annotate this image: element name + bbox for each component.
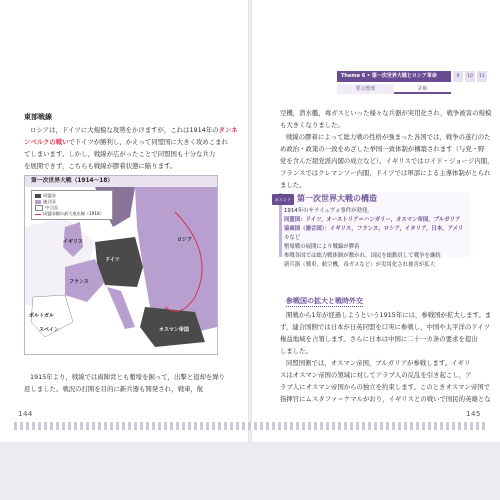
right-para1-line6: フランスではクレマンソー内閣，ドイツでは軍部による主導体制がとられ bbox=[280, 169, 491, 177]
right-para2-line3: 権益地域を占領します。さらに日本は中国に二十一カ条の要求を提出 bbox=[280, 335, 478, 343]
left-para1-line3: てしまいます。しかし，戦線が広がったことで同盟国も十分な兵力 bbox=[24, 150, 216, 158]
theme-num-10[interactable]: 10 bbox=[465, 71, 475, 82]
map-title: 第一次世界大戦（1914〜18） bbox=[25, 176, 217, 187]
box-line-3: 協商国（連合国）：イギリス，フランス，ロシア，イタリア，日本，アメリ bbox=[284, 226, 464, 232]
legend-item-central: 同盟国 bbox=[35, 193, 109, 199]
point-badge: ポイント bbox=[272, 194, 294, 205]
box-line-4: カなど bbox=[284, 235, 301, 241]
right-para2-line5: 同盟国側では，オスマン帝国，ブルガリアが参戦します。イギリ bbox=[286, 359, 471, 367]
left-para1-line4: を展開できず，こちらも戦線が膠着状態に陥ります。 bbox=[24, 162, 177, 170]
theme-numbers bbox=[453, 71, 487, 82]
right-para1-line2: も大きくなりました。 bbox=[280, 121, 344, 129]
label-germany: ドイツ bbox=[105, 257, 120, 263]
tab-detail[interactable]: 詳解 bbox=[394, 84, 451, 94]
right-para2-line7: ラブ人にオスマン帝国からの独立を約束します。このときオスマン帝国で bbox=[280, 383, 490, 391]
ww1-map bbox=[24, 175, 218, 355]
map-legend bbox=[31, 190, 113, 220]
left-para1-line2: ンベルクの戦いでドイツが勝利し，かえって同盟国に大きく攻めこまれ bbox=[24, 138, 228, 146]
box-line-5: 塹壕戦の展開により戦線が膠着 bbox=[284, 244, 360, 250]
legend-item-advance-line: 同盟国側の最大進出線（1918） bbox=[35, 211, 109, 217]
right-para1-line7: ました。 bbox=[280, 181, 306, 189]
theme-bar: Theme 6 • 第一次世界大戦とロシア革命 bbox=[337, 71, 451, 82]
section-heading-eastern-front: 東部戦線 bbox=[24, 113, 52, 121]
right-para2-line2: ず，連合国側では日本が日英同盟を口実に参戦し，中国や太平洋のドイツ bbox=[280, 323, 491, 331]
label-britain: イギリス bbox=[63, 239, 83, 245]
right-para1-line1: 空機，潜水艦，毒ガスといった様々な兵器が実用化され，戦争被害の規模 bbox=[280, 109, 492, 117]
page-edge bbox=[0, 442, 500, 500]
tab-summary[interactable]: 要点整理 bbox=[337, 84, 394, 94]
subtabs bbox=[337, 84, 451, 94]
left-para2-line2: 返しました。戦況の打開を目的に新兵器も開発され，戦車，航 bbox=[24, 385, 204, 393]
box-line-1: 1914年のサライェヴォ事件が勃発。 bbox=[284, 208, 373, 214]
box-line-7: 新兵器（戦車，航空機，毒ガスなど）が実用化され被害が拡大 bbox=[284, 262, 435, 268]
theme-num-9[interactable]: 9 bbox=[453, 71, 463, 82]
left-para2-line1: 1915年より，戦線では両陣営とも塹壕を掘って，出撃と退却を繰り bbox=[30, 373, 226, 381]
book-spine bbox=[248, 0, 252, 442]
right-para2-line8: 指揮官にムスタファ＝ケマルがおり，イギリスとの戦いで国民的英雄とな bbox=[280, 395, 491, 403]
right-para2-line1: 開戦から1年が経過しようという1915年には，参戦国が拡大します。ま bbox=[286, 311, 492, 319]
section-heading-expansion: 参戦国の拡大と戦時外交 bbox=[286, 297, 363, 305]
point-box-title: 第一次世界大戦の構造 bbox=[297, 194, 377, 203]
right-para2-line6: スはオスマン帝国の領域に対してアラブ人の反乱を引き起こし，ア bbox=[280, 371, 472, 379]
label-spain: スペイン bbox=[39, 327, 60, 333]
box-line-2: 同盟国：ドイツ，オーストリア＝ハンガリー，オスマン帝国，ブルガリア bbox=[284, 217, 461, 223]
legend-item-neutral: 中立国 bbox=[35, 205, 109, 211]
label-russia: ロシア bbox=[177, 237, 193, 243]
box-line-6: 参戦各国では総力戦体制が敷かれ，国民を総動員して戦争を継続 bbox=[284, 253, 441, 259]
right-para2-line4: しました。 bbox=[280, 347, 312, 355]
page-number-left: 144 bbox=[18, 410, 33, 418]
right-para1-line5: 党を含んだ超党派内閣の成立など）。イギリスではロイド・ジョージ内閣， bbox=[280, 157, 494, 165]
right-para1-line4: め政治・政策の一致をめざした挙国一致体制が構築されます（与党・野 bbox=[280, 145, 485, 153]
label-portugal: ポルトガル bbox=[29, 313, 54, 319]
page-stripes bbox=[14, 422, 486, 430]
theme-num-11[interactable]: 11 bbox=[477, 71, 487, 82]
page-number-right: 145 bbox=[466, 410, 481, 418]
right-para1-line3: 戦線の膠着によって総力戦の性格が強まった各国では，戦争の遂行のた bbox=[286, 133, 491, 141]
left-para1-line1: ロシアは，ドイツに大規模な攻勢をかけますが，これは1914年のタンネ bbox=[30, 126, 238, 134]
label-france: フランス bbox=[69, 279, 89, 285]
label-ottoman: オスマン帝国 bbox=[159, 327, 189, 333]
legend-item-allies: 連合国 bbox=[35, 199, 109, 205]
